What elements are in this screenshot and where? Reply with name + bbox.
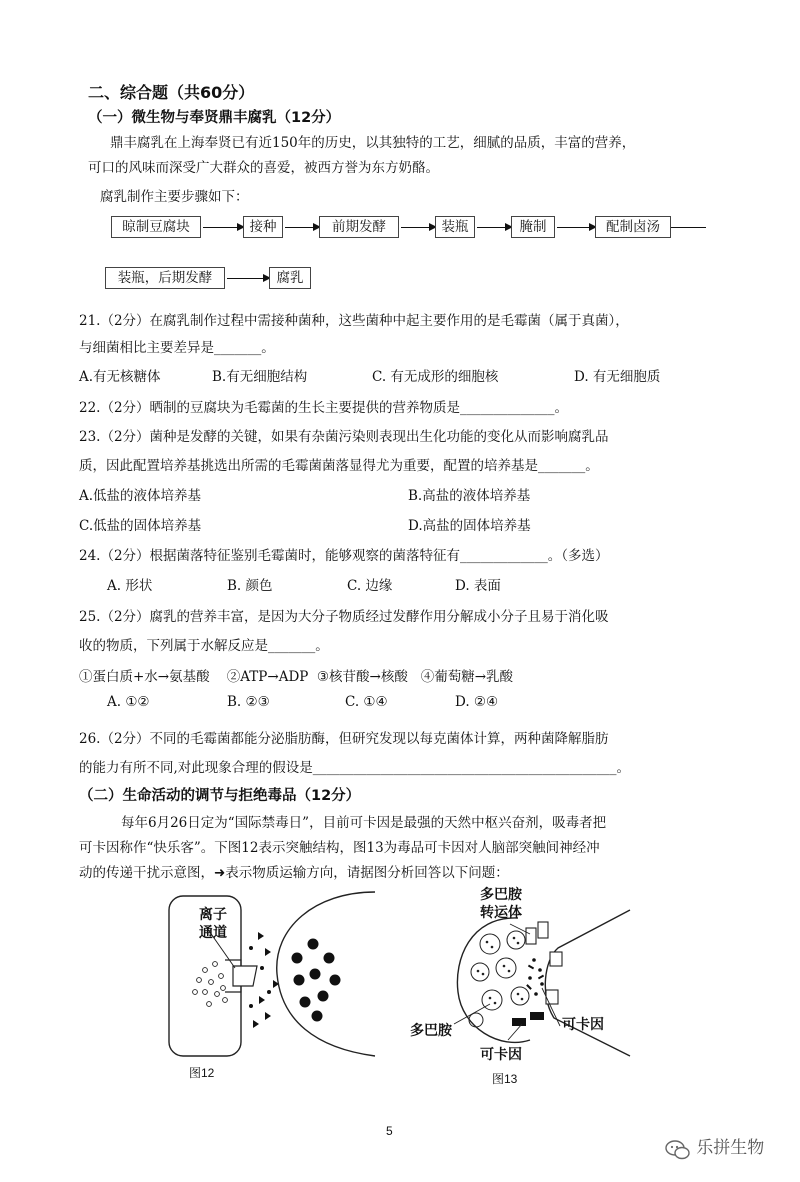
fig12-caption: 图12 bbox=[189, 1066, 215, 1080]
step-box-5: 腌制 bbox=[511, 216, 555, 238]
q23-option-d: D.高盐的固体培养基 bbox=[408, 518, 531, 534]
step-box-1: 晾制豆腐块 bbox=[111, 216, 201, 238]
q25-stem-line2: 收的物质，下列属于水解反应是_______。 bbox=[79, 638, 329, 654]
q21-option-c: C. 有无成形的细胞核 bbox=[372, 369, 499, 385]
flow-arrow bbox=[401, 227, 435, 228]
q25-option-b: B. ②③ bbox=[227, 694, 270, 710]
q24-option-b: B. 颜色 bbox=[227, 578, 273, 594]
q23-option-c: C.低盐的固体培养基 bbox=[79, 518, 202, 534]
q25-reactions: ①蛋白质+水→氨基酸 ②ATP→ADP ③核苷酸→核酸 ④葡萄糖→乳酸 bbox=[79, 669, 514, 685]
watermark-text: 乐拼生物 bbox=[696, 1138, 765, 1158]
q26-stem-line2: 的能力有所不同,对此现象合理的假设是_____________________________________________。 bbox=[79, 760, 631, 776]
flow-arrow bbox=[227, 278, 269, 279]
q24-option-c: C. 边缘 bbox=[347, 578, 393, 594]
part1-title: （一）微生物与奉贤鼎丰腐乳（12分） bbox=[88, 110, 341, 126]
flow-arrow bbox=[285, 227, 319, 228]
q22-stem: 22.（2分）晒制的豆腐块为毛霉菌的生长主要提供的营养物质是______________。 bbox=[79, 400, 569, 416]
q25-option-d: D. ②④ bbox=[455, 694, 499, 710]
q23-stem-line2: 质，因此配置培养基挑选出所需的毛霉菌菌落显得尤为重要，配置的培养基是_______。 bbox=[79, 458, 599, 474]
flow-line bbox=[671, 227, 706, 228]
part2-intro-line3: 动的传递干扰示意图，➜表示物质运输方向，请据图分析回答以下问题： bbox=[79, 865, 509, 881]
watermark bbox=[664, 1133, 764, 1161]
synapse-diagram bbox=[165, 888, 380, 1060]
q24-option-d: D. 表面 bbox=[455, 578, 501, 594]
q25-option-a: A. ①② bbox=[107, 694, 150, 710]
step-box-4: 装瓶 bbox=[435, 216, 475, 238]
q25-stem-line1: 25.（2分）腐乳的营养丰富，是因为大分子物质经过发酵作用分解成小分子且易于消化吸 bbox=[79, 609, 609, 625]
q21-option-a: A.有无核糖体 bbox=[79, 369, 161, 385]
cocaine-synapse-diagram bbox=[430, 900, 645, 1060]
flow-arrow bbox=[557, 227, 595, 228]
fig13-label-dopamine: 多巴胺 bbox=[410, 1023, 452, 1039]
part2-intro-line2: 可卡因称作“快乐客”。下图12表示突触结构，图13为毒品可卡因对人脑部突触间神经冲 bbox=[79, 840, 600, 856]
q21-option-d: D. 有无细胞质 bbox=[574, 369, 661, 385]
part2-intro-line1: 每年6月26日定为“国际禁毒日”，目前可卡因是最强的天然中枢兴奋剂，吸毒者把 bbox=[121, 815, 607, 831]
q21-option-b: B.有无细胞结构 bbox=[212, 369, 308, 385]
step-box-6: 配制卤汤 bbox=[595, 216, 671, 238]
fig13-caption: 图13 bbox=[492, 1072, 518, 1086]
q21-stem-line2: 与细菌相比主要差异是_______。 bbox=[79, 340, 275, 356]
fig12-label-ion-1: 离子 bbox=[199, 907, 227, 923]
q21-stem-line1: 21.（2分）在腐乳制作过程中需接种菌种，这些菌种中起主要作用的是毛霉菌（属于真菌）， bbox=[79, 313, 629, 329]
part2-title: （二）生命活动的调节与拒绝毒品（12分） bbox=[79, 788, 361, 804]
page-number: 5 bbox=[386, 1124, 393, 1138]
q23-option-a: A.低盐的液体培养基 bbox=[79, 488, 202, 504]
step-box-8: 腐乳 bbox=[269, 267, 311, 289]
flow-arrow bbox=[477, 227, 511, 228]
step-box-3: 前期发酵 bbox=[319, 216, 399, 238]
q24-stem: 24.（2分）根据菌落特征鉴别毛霉菌时，能够观察的菌落特征有_____________。（多选） bbox=[79, 548, 609, 564]
fig13-label-transporter-2: 转运体 bbox=[480, 905, 522, 921]
steps-label: 腐乳制作主要步骤如下： bbox=[100, 189, 249, 205]
q23-stem-line1: 23.（2分）菌种是发酵的关键，如果有杂菌污染则表现出生化功能的变化从而影响腐乳品 bbox=[79, 429, 609, 445]
step-box-2: 接种 bbox=[243, 216, 283, 238]
q26-stem-line1: 26.（2分）不同的毛霉菌都能分泌脂肪酶，但研究发现以每克菌体计算，两种菌降解脂肪 bbox=[79, 731, 609, 747]
step-box-7: 装瓶，后期发酵 bbox=[105, 267, 225, 289]
section-title: 二、综合题（共60分） bbox=[88, 83, 255, 102]
fig13-label-cocaine-bottom: 可卡因 bbox=[480, 1047, 522, 1063]
part1-intro-line1: 鼎丰腐乳在上海奉贤已有近150年的历史，以其独特的工艺，细腻的品质，丰富的营养， bbox=[110, 135, 636, 151]
flow-arrow bbox=[203, 227, 243, 228]
q23-option-b: B.高盐的液体培养基 bbox=[408, 488, 531, 504]
fig12-label-ion-2: 通道 bbox=[199, 925, 227, 941]
q24-option-a: A. 形状 bbox=[107, 578, 153, 594]
part1-intro-line2: 可口的风味而深受广大群众的喜爱，被西方誉为东方奶酪。 bbox=[88, 160, 439, 176]
fig13-label-transporter-1: 多巴胺 bbox=[480, 887, 522, 903]
q25-option-c: C. ①④ bbox=[345, 694, 388, 710]
fig13-label-cocaine-right: 可卡因 bbox=[562, 1017, 604, 1033]
wechat-icon bbox=[664, 1139, 692, 1161]
